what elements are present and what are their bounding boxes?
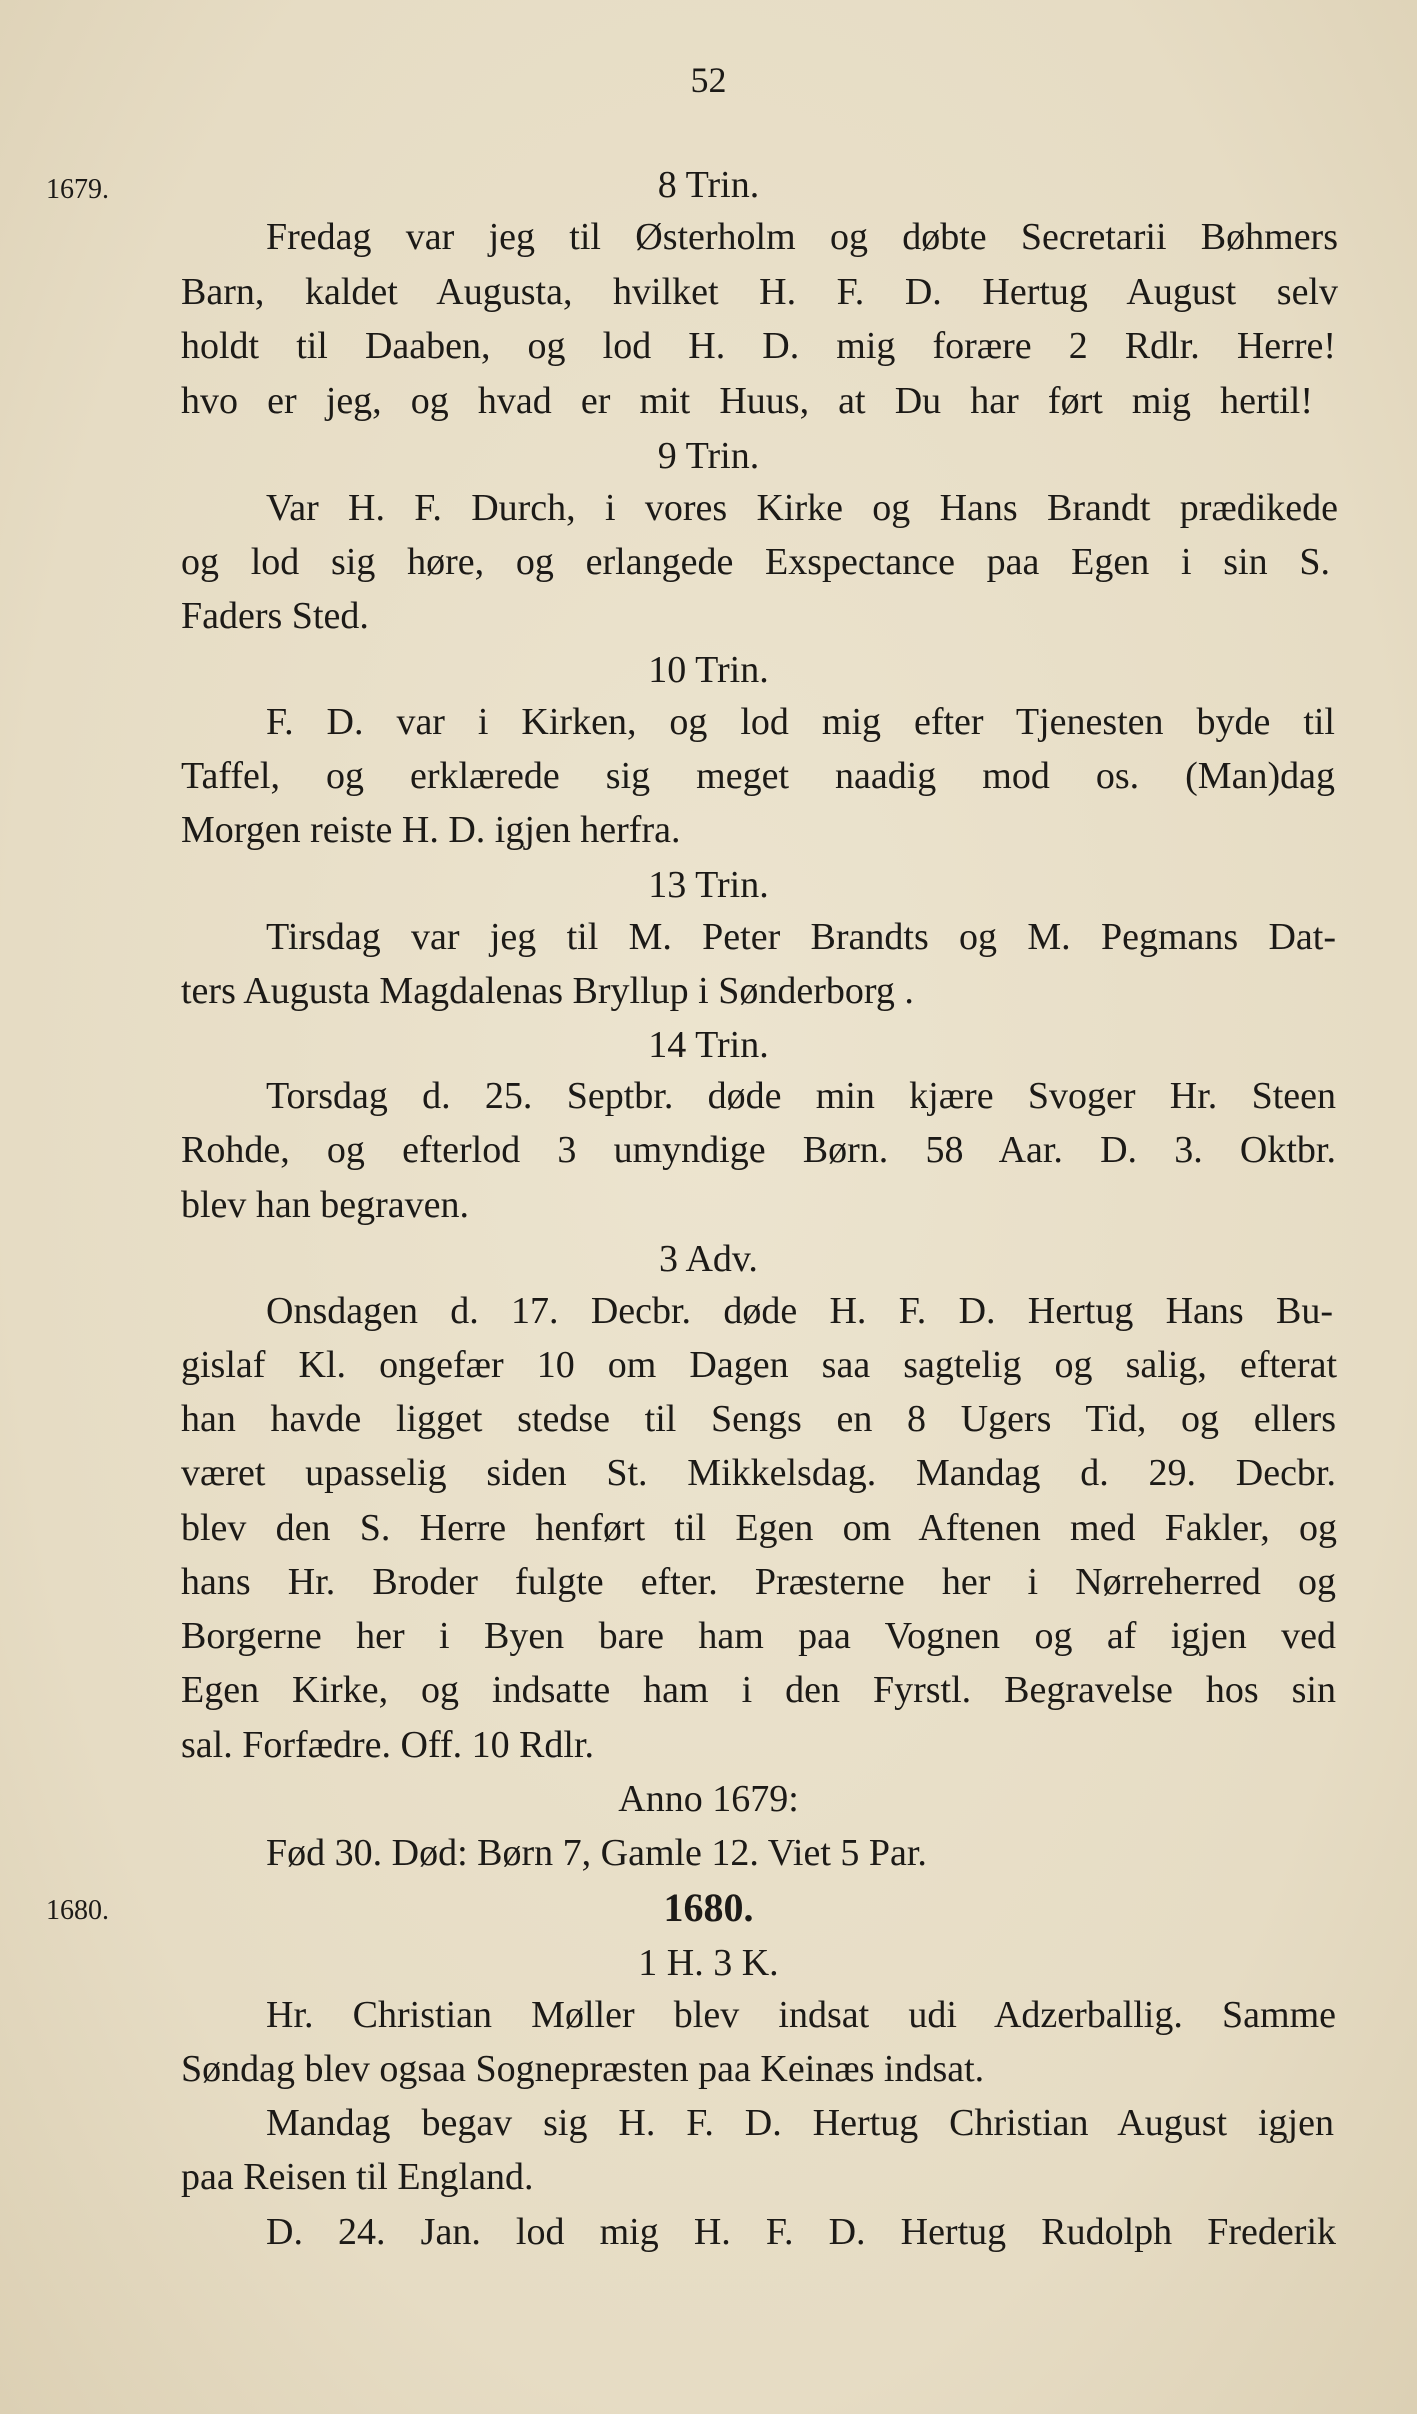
text-line: Onsdagen d. 17. Decbr. døde H. F. D. Hertug Hans Bu-	[266, 1290, 1333, 1332]
text-line: gislaf Kl. ongefær 10 om Dagen saa sagtelig og salig, efterat	[181, 1344, 1337, 1386]
year-summary-line: Fød 30. Død: Børn 7, Gamle 12. Viet 5 Par.	[266, 1832, 927, 1874]
section-heading-8-trin: 8 Trin.	[657, 164, 760, 206]
text-line: D. 24. Jan. lod mig H. F. D. Hertug Rudolph Frederik	[266, 2211, 1336, 2253]
margin-year-1680: 1680.	[46, 1895, 109, 1926]
text-line: han havde ligget stedse til Sengs en 8 Ugers Tid, og ellers	[181, 1398, 1336, 1440]
page-number: 52	[690, 60, 727, 100]
text-line: Var H. F. Durch, i vores Kirke og Hans Brandt prædikede	[266, 487, 1338, 529]
section-heading-9-trin: 9 Trin.	[657, 435, 760, 477]
text-line: holdt til Daaben, og lod H. D. mig forære 2 Rdlr. Herre!	[181, 325, 1336, 367]
text-line: og lod sig høre, og erlangede Exspectance paa Egen i sin S.	[181, 541, 1330, 583]
text-line: Egen Kirke, og indsatte ham i den Fyrstl. Begravelse hos sin	[181, 1669, 1336, 1711]
text-line: ters Augusta Magdalenas Bryllup i Sønderborg .	[181, 970, 914, 1012]
year-heading-1680: 1680.	[663, 1885, 754, 1930]
text-line: Morgen reiste H. D. igjen herfra.	[181, 809, 681, 851]
text-line: hvo er jeg, og hvad er mit Huus, at Du har ført mig hertil!	[181, 380, 1313, 422]
text-line: Rohde, og efterlod 3 umyndige Børn. 58 Aar. D. 3. Oktbr.	[181, 1129, 1336, 1171]
text-line: hans Hr. Broder fulgte efter. Præsterne her i Nørreherred og	[181, 1561, 1336, 1603]
text-line: blev den S. Herre henført til Egen om Aftenen med Fakler, og	[181, 1507, 1337, 1549]
section-heading-1-h-3-k: 1 H. 3 K.	[638, 1942, 779, 1984]
text-line: Torsdag d. 25. Septbr. døde min kjære Svoger Hr. Steen	[266, 1075, 1336, 1117]
text-line: været upasselig siden St. Mikkelsdag. Mandag d. 29. Decbr.	[181, 1452, 1336, 1494]
text-line: blev han begraven.	[181, 1184, 470, 1226]
text-line: Faders Sted.	[181, 595, 369, 637]
section-heading-13-trin: 13 Trin.	[648, 864, 769, 906]
section-heading-3-adv: 3 Adv.	[659, 1238, 758, 1280]
section-heading-10-trin: 10 Trin.	[648, 649, 769, 691]
text-line: Tirsdag var jeg til M. Peter Brandts og M. Pegmans Dat-	[266, 916, 1336, 958]
text-line: Mandag begav sig H. F. D. Hertug Christian August igjen	[266, 2102, 1334, 2144]
text-line: sal. Forfædre. Off. 10 Rdlr.	[181, 1724, 595, 1766]
section-heading-14-trin: 14 Trin.	[648, 1024, 769, 1066]
text-line: Barn, kaldet Augusta, hvilket H. F. D. Hertug August selv	[181, 271, 1338, 313]
text-line: paa Reisen til England.	[181, 2156, 534, 2198]
text-line: Taffel, og erklærede sig meget naadig mod os. (Man)dag	[181, 755, 1335, 797]
margin-year-1679: 1679.	[46, 174, 109, 205]
text-line: Søndag blev ogsaa Sognepræsten paa Keinæs indsat.	[181, 2048, 985, 2090]
year-summary-heading: Anno 1679:	[618, 1778, 799, 1820]
text-line: Fredag var jeg til Østerholm og døbte Secretarii Bøhmers	[266, 216, 1338, 258]
text-line: Borgerne her i Byen bare ham paa Vognen og af igjen ved	[181, 1615, 1336, 1657]
text-line: Hr. Christian Møller blev indsat udi Adzerballig. Samme	[266, 1994, 1336, 2036]
text-line: F. D. var i Kirken, og lod mig efter Tjenesten byde til	[266, 701, 1335, 743]
